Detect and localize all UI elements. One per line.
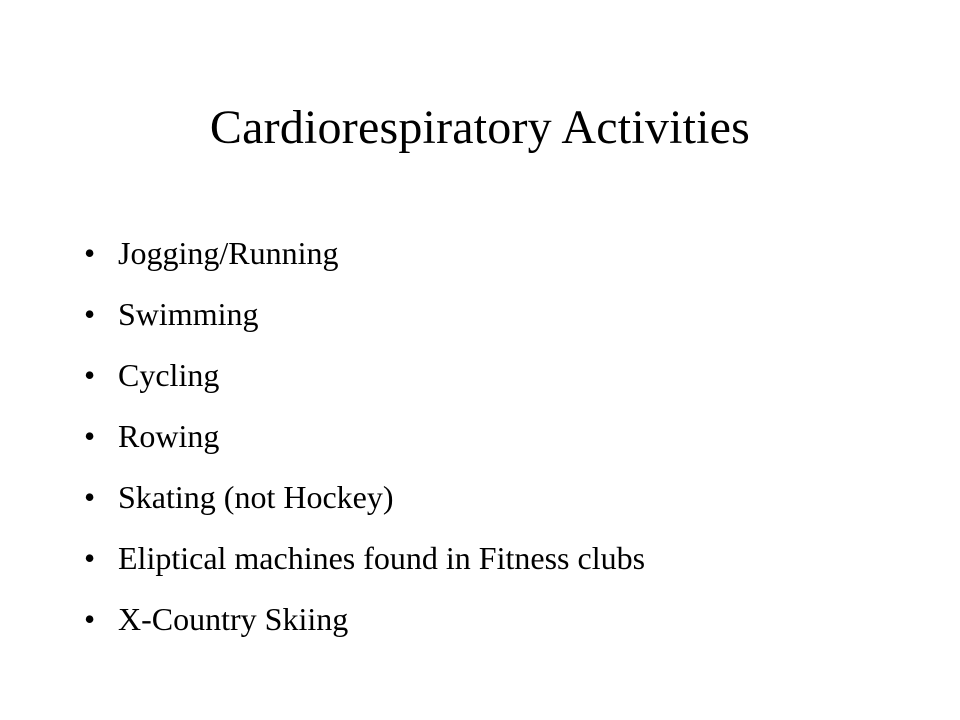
list-item <box>84 344 645 405</box>
bullet-icon: • <box>84 478 96 515</box>
list-item-text: Swimming <box>118 295 259 332</box>
list-item <box>84 283 645 344</box>
list-item-text: Jogging/Running <box>118 234 339 271</box>
bullet-list <box>84 222 645 649</box>
list-item-text: X-Country Skiing <box>118 600 349 637</box>
bullet-icon: • <box>84 417 96 454</box>
list-item-text: Rowing <box>118 417 220 454</box>
slide-title: Cardiorespiratory Activities <box>209 101 751 154</box>
bullet-icon: • <box>84 600 96 637</box>
bullet-icon: • <box>84 539 96 576</box>
list-item <box>84 405 645 466</box>
bullet-icon: • <box>84 356 96 393</box>
bullet-icon: • <box>84 295 96 332</box>
list-item-text: Cycling <box>118 356 220 393</box>
list-item-text: Eliptical machines found in Fitness clubs <box>118 539 646 576</box>
list-item <box>84 588 645 649</box>
list-item <box>84 466 645 527</box>
list-item <box>84 527 645 588</box>
list-item <box>84 222 645 283</box>
list-item-text: Skating (not Hockey) <box>118 478 394 515</box>
bullet-icon: • <box>84 234 96 271</box>
